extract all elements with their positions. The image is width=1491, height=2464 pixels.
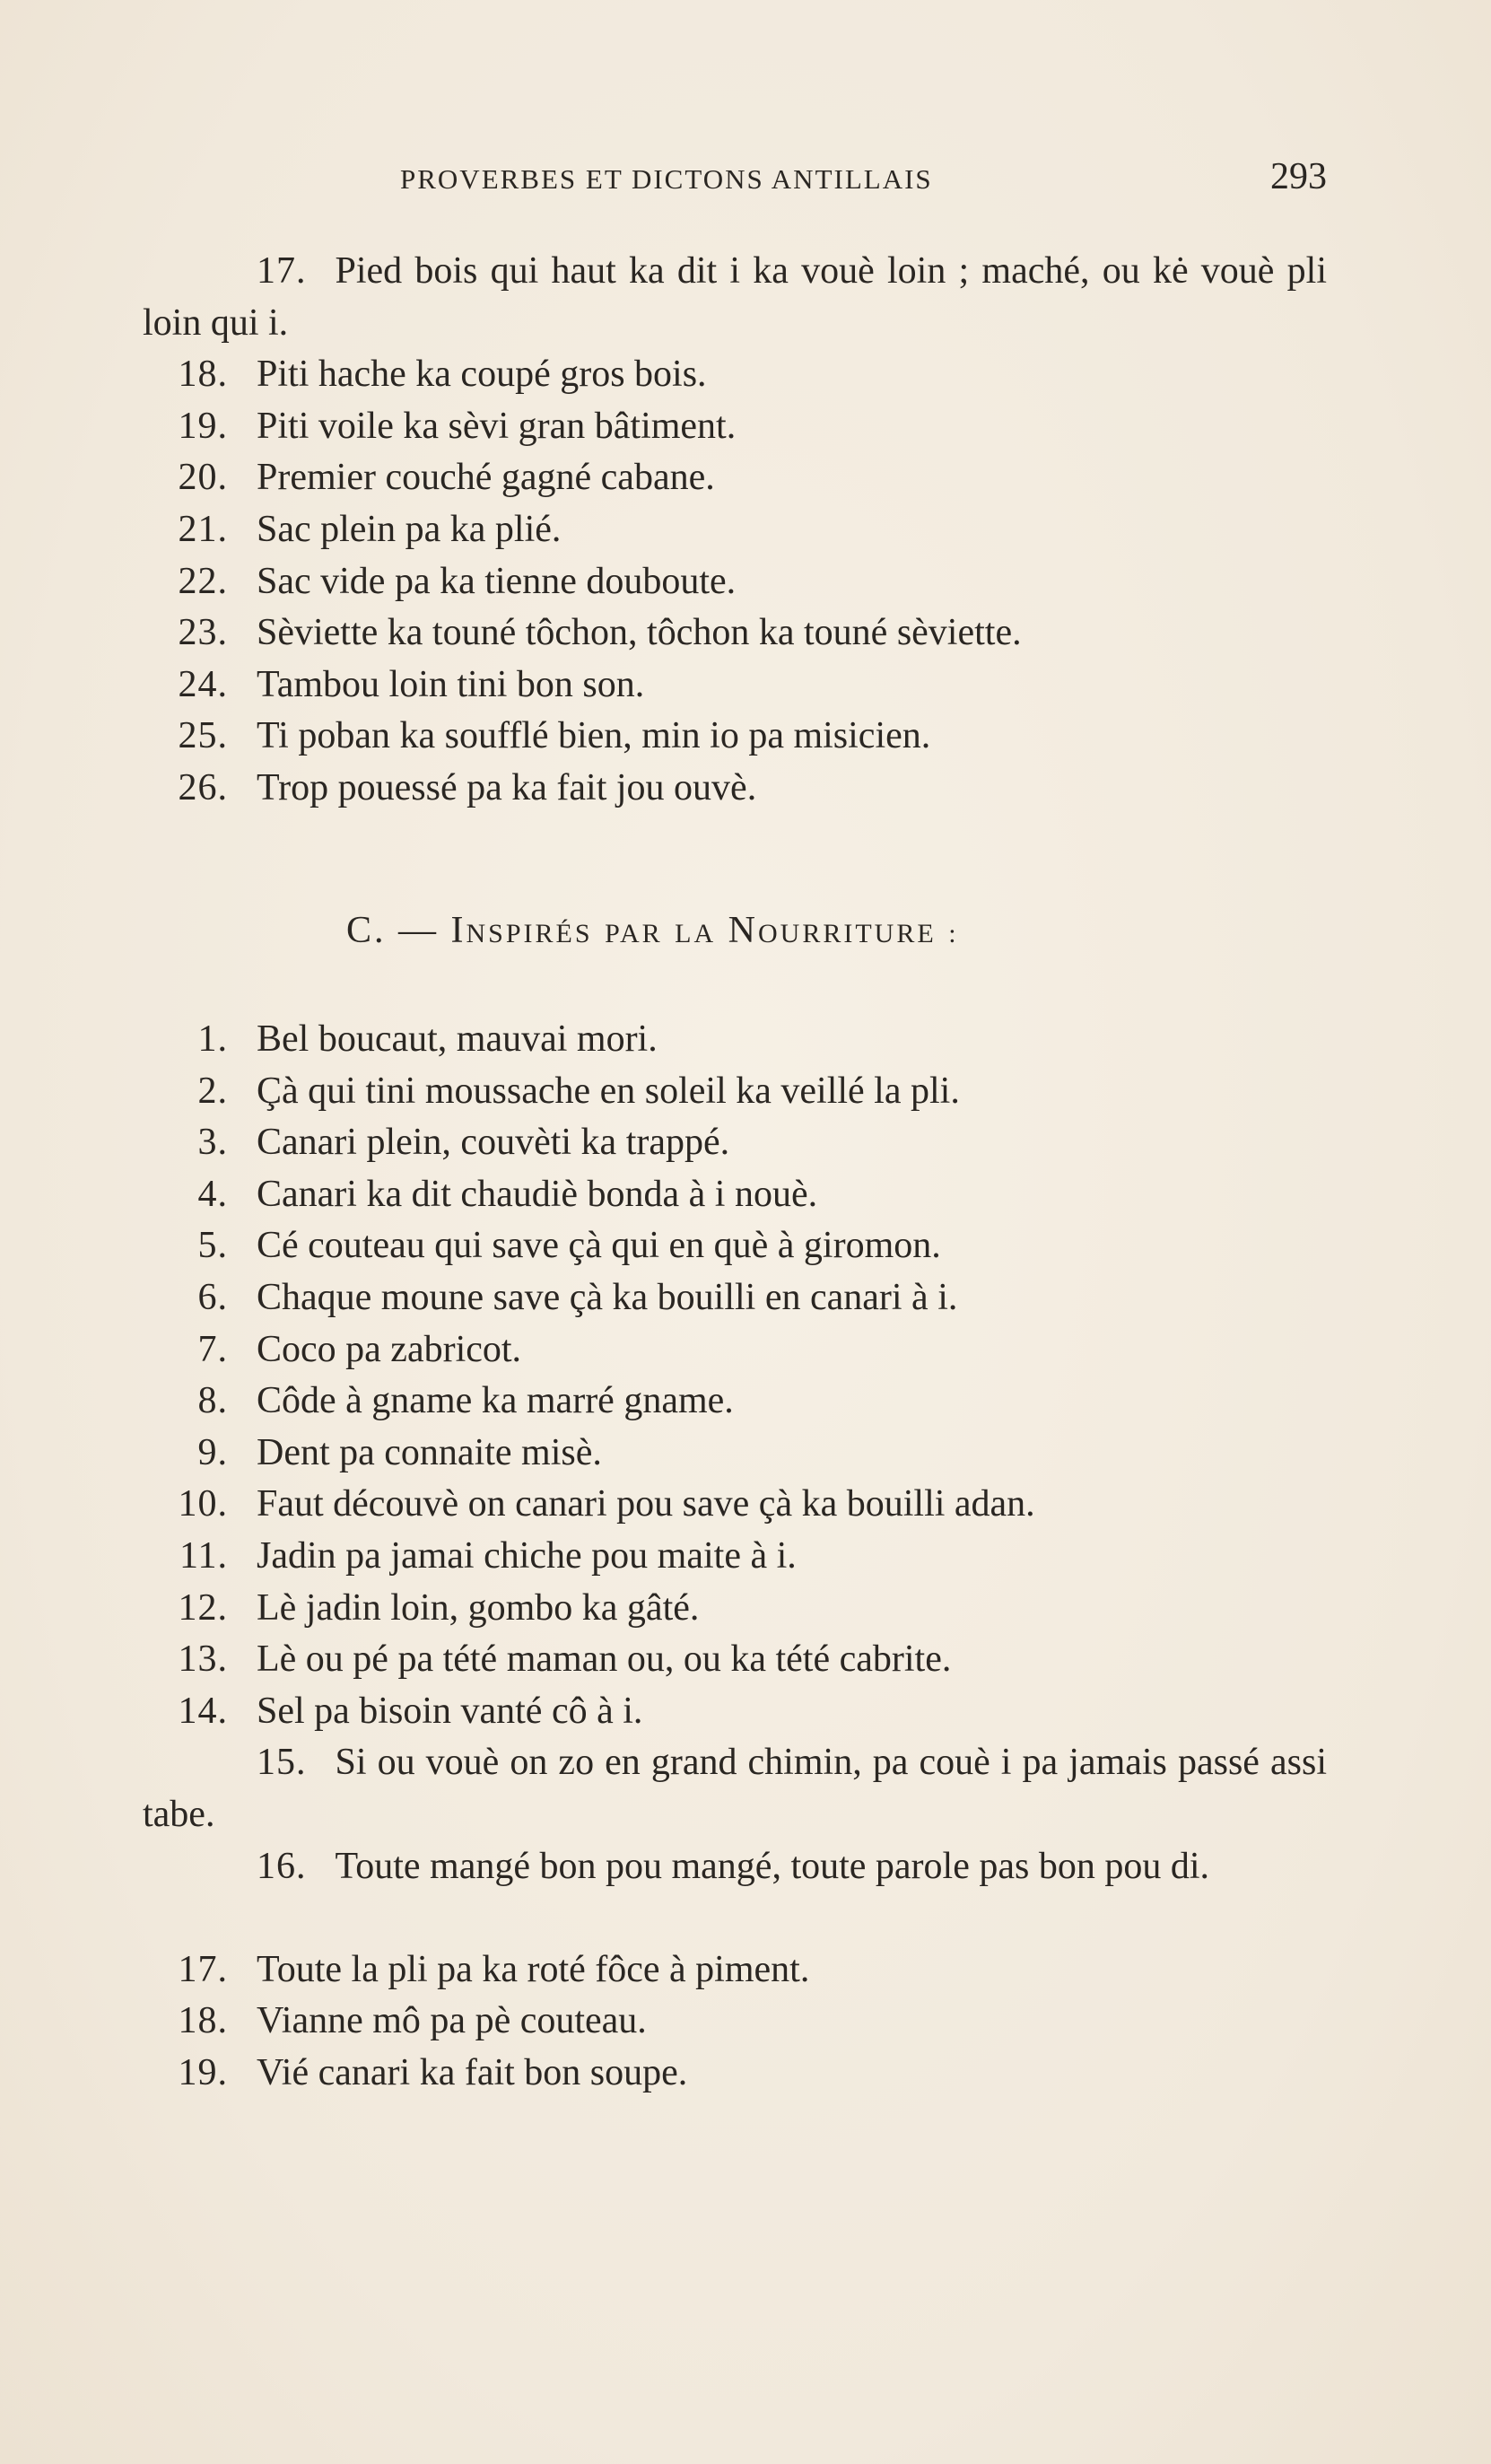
list-item [143, 504, 1327, 556]
heading-word: LA [675, 919, 717, 948]
heading-word: OURRITURE [758, 919, 937, 948]
list-item [143, 711, 1327, 763]
list-item [143, 556, 1327, 608]
item-text: Tambou loin tini bon son. [257, 663, 645, 705]
heading-word: NSPIRÉS [466, 919, 593, 948]
item-number: 10. [178, 1483, 228, 1525]
item-text: Sac plein pa ka plié. [257, 508, 562, 550]
item-number: 22. [178, 560, 228, 602]
item-text: Cé couteau qui save çà qui en què à giromon. [257, 1225, 941, 1267]
list-item [143, 1169, 1327, 1221]
list-item [143, 607, 1327, 660]
item-text: Coco pa zabricot. [257, 1328, 522, 1370]
list-item [143, 1479, 1327, 1531]
item-text: Premier couché gagné cabane. [257, 457, 715, 499]
section-heading [346, 908, 959, 957]
list-item [143, 1272, 1327, 1324]
item-number: 23. [178, 612, 228, 654]
item-text: Trop pouessé pa ka fait jou ouvè. [257, 766, 757, 808]
item-number: 1. [197, 1018, 228, 1060]
item-text: Toute mangé bon pou mangé, toute parole pas bon pou di. [335, 1845, 1210, 1887]
item-number: 16. [257, 1845, 307, 1887]
item-number: 25. [178, 715, 228, 757]
item-text: Lè ou pé pa tété maman ou, ou ka tété cabrite. [257, 1638, 952, 1681]
item-number: 9. [197, 1431, 228, 1473]
item-number: 7. [197, 1328, 228, 1370]
item-text: Ti poban ka soufflé bien, min io pa misicien. [257, 715, 931, 757]
item-text: Si ou vouè on zo en grand chimin, pa couè i pa jamais passé assi tabe. [143, 1742, 1327, 1835]
item-number: 6. [197, 1276, 228, 1318]
item-text: Sel pa bisoin vanté cô à i. [257, 1690, 643, 1732]
list-item [143, 349, 1327, 401]
item-number: 11. [179, 1534, 228, 1577]
list-item [143, 1220, 1327, 1272]
heading-initial: I [450, 910, 466, 951]
running-title: PROVERBES ET DICTONS ANTILLAIS [400, 163, 933, 195]
proverb-list-b-continued [143, 246, 1327, 815]
item-text: Jadin pa jamai chiche pou maite à i. [257, 1534, 797, 1577]
item-number: 5. [197, 1225, 228, 1267]
list-item [143, 1686, 1327, 1738]
item-text: Lè jadin loin, gombo ka gâté. [257, 1586, 700, 1629]
item-text: Piti hache ka coupé gros bois. [257, 354, 707, 396]
list-item [143, 2048, 1327, 2100]
item-number: 20. [178, 457, 228, 499]
list-item [143, 1014, 1327, 1066]
list-item [143, 1737, 1327, 1840]
list-item [143, 1996, 1327, 2048]
item-text: Canari plein, couvèti ka trappé. [257, 1122, 730, 1164]
item-text: Piti voile ka sèvi gran bâtiment. [257, 405, 737, 447]
item-text: Vié canari ka fait bon soupe. [257, 2051, 688, 2093]
item-number: 21. [178, 508, 228, 550]
item-text: Vianne mô pa pè couteau. [257, 2000, 647, 2042]
item-text: Chaque moune save çà ka bouilli en canari à i. [257, 1276, 958, 1318]
list-item [143, 1117, 1327, 1169]
list-item [143, 1841, 1327, 1944]
item-text: Toute la pli pa ka roté fôce à piment. [257, 1948, 810, 1990]
item-number: 24. [178, 663, 228, 705]
item-number: 14. [178, 1690, 228, 1732]
item-number: 17. [178, 1948, 228, 1990]
list-item [143, 1428, 1327, 1480]
proverb-list-c [143, 1014, 1327, 2099]
item-text: Sèviette ka touné tôchon, tôchon ka touné sèviette. [257, 612, 1022, 654]
list-item [143, 1531, 1327, 1583]
item-number: 13. [178, 1638, 228, 1681]
item-number: 18. [178, 2000, 228, 2042]
item-text: Sac vide pa ka tienne douboute. [257, 560, 737, 602]
list-item [143, 1376, 1327, 1428]
item-number: 15. [257, 1742, 307, 1784]
item-text: Faut découvè on canari pou save çà ka bouilli adan. [257, 1483, 1035, 1525]
list-item [143, 660, 1327, 712]
item-number: 19. [178, 2051, 228, 2093]
item-number: 3. [197, 1122, 228, 1164]
list-item [143, 1634, 1327, 1686]
list-item [143, 401, 1327, 453]
item-number: 26. [178, 766, 228, 808]
heading-word: PAR [605, 919, 663, 948]
item-text: Dent pa connaite misè. [257, 1431, 602, 1473]
item-text: Bel boucaut, mauvai mori. [257, 1018, 658, 1060]
list-item [143, 452, 1327, 504]
item-number: 4. [197, 1173, 228, 1215]
list-item [143, 1944, 1327, 1997]
item-text: Canari ka dit chaudiè bonda à i nouè. [257, 1173, 818, 1215]
item-text: Pied bois qui haut ka dit i ka vouè loin ; maché, ou kė vouè pli loin qui i. [143, 250, 1327, 344]
item-number: 19. [178, 405, 228, 447]
item-number: 8. [197, 1380, 228, 1422]
item-text: Çà qui tini moussache en soleil ka veillé la pli. [257, 1070, 960, 1112]
list-item [143, 1324, 1327, 1376]
heading-colon: : [948, 919, 959, 948]
item-number: 18. [178, 354, 228, 396]
section-label: C. — [346, 910, 440, 951]
list-item [143, 246, 1327, 349]
heading-initial: N [728, 910, 759, 951]
list-item [143, 763, 1327, 815]
item-number: 17. [257, 250, 307, 292]
item-text: Côde à gname ka marré gname. [257, 1380, 734, 1422]
list-item [143, 1583, 1327, 1635]
page-number: 293 [1270, 156, 1327, 197]
item-number: 12. [178, 1586, 228, 1629]
item-number: 2. [197, 1070, 228, 1112]
list-item [143, 1066, 1327, 1118]
